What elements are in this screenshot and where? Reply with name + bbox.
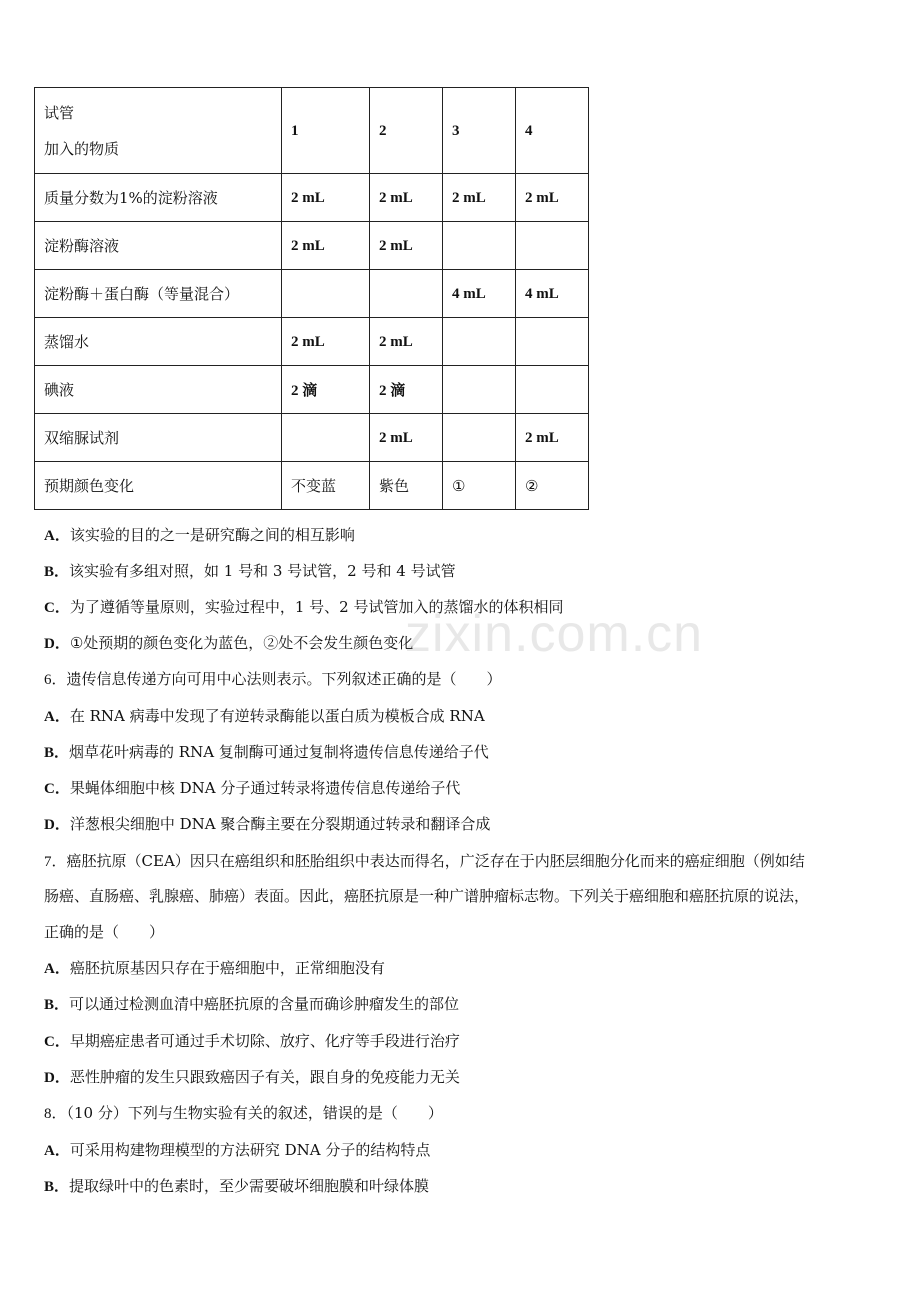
table-cell <box>282 270 370 318</box>
q7-stem-line2: 肠癌、直肠癌、乳腺癌、肺癌）表面。因此，癌胚抗原是一种广谱肿瘤标志物。下列关于癌细胞和癌胚抗原的说法， <box>44 887 810 905</box>
q6-stem: 6．遗传信息传递方向可用中心法则表示。下列叙述正确的是（ ） <box>44 670 502 688</box>
table-row <box>35 270 589 318</box>
header-label-line1: 试管 <box>44 103 75 122</box>
header-col-3: 3 <box>443 88 516 174</box>
q8-option-b: B．提取绿叶中的色素时，至少需要破坏细胞膜和叶绿体膜 <box>44 1177 430 1195</box>
q8-stem: 8．（10 分）下列与生物实验有关的叙述，错误的是（ ） <box>44 1104 443 1122</box>
table-row <box>35 318 589 366</box>
table-cell: 2 mL <box>516 174 589 222</box>
table-cell <box>282 414 370 462</box>
row-label: 淀粉酶溶液 <box>35 222 282 270</box>
table-cell: 2 mL <box>282 174 370 222</box>
table-cell: 2 mL <box>370 318 443 366</box>
experiment-table <box>34 87 589 510</box>
header-col-4: 4 <box>516 88 589 174</box>
header-label-line2: 加入的物质 <box>44 139 120 158</box>
table-cell <box>443 318 516 366</box>
q5-option-a: A．该实验的目的之一是研究酶之间的相互影响 <box>44 526 355 544</box>
table-cell: 2 滴 <box>282 366 370 414</box>
row-label: 碘液 <box>35 366 282 414</box>
table-cell: 4 mL <box>443 270 516 318</box>
q6-option-c: C．果蝇体细胞中核 DNA 分子通过转录将遗传信息传递给子代 <box>44 779 461 797</box>
q8-option-a: A．可采用构建物理模型的方法研究 DNA 分子的结构特点 <box>44 1141 431 1159</box>
table-cell: 2 mL <box>516 414 589 462</box>
row-label: 质量分数为1%的淀粉溶液 <box>35 174 282 222</box>
row-label: 蒸馏水 <box>35 318 282 366</box>
table-cell: ② <box>516 462 589 510</box>
q7-option-a: A．癌胚抗原基因只存在于癌细胞中，正常细胞没有 <box>44 959 385 977</box>
table-cell <box>516 318 589 366</box>
q7-option-b: B．可以通过检测血清中癌胚抗原的含量而确诊肿瘤发生的部位 <box>44 995 460 1013</box>
table-row <box>35 414 589 462</box>
table-row <box>35 174 589 222</box>
q7-stem-line1: 7．癌胚抗原（CEA）因只在癌组织和胚胎组织中表达而得名，广泛存在于内胚层细胞分化而来的癌症细胞（例如结 <box>44 852 805 870</box>
table-cell: 2 mL <box>282 318 370 366</box>
table-cell: 2 mL <box>443 174 516 222</box>
table-cell <box>443 414 516 462</box>
table-cell: ① <box>443 462 516 510</box>
row-label: 预期颜色变化 <box>35 462 282 510</box>
q7-option-c: C．早期癌症患者可通过手术切除、放疗、化疗等手段进行治疗 <box>44 1032 460 1050</box>
table-cell <box>370 270 443 318</box>
table-cell: 2 mL <box>370 414 443 462</box>
table-cell: 2 mL <box>282 222 370 270</box>
row-label: 双缩脲试剂 <box>35 414 282 462</box>
table-cell: 不变蓝 <box>282 462 370 510</box>
table-cell <box>443 222 516 270</box>
table-cell: 2 mL <box>370 174 443 222</box>
table-cell <box>443 366 516 414</box>
table-cell: 2 mL <box>370 222 443 270</box>
header-col-1: 1 <box>282 88 370 174</box>
table-cell: 紫色 <box>370 462 443 510</box>
table-cell: 2 滴 <box>370 366 443 414</box>
table-cell: 4 mL <box>516 270 589 318</box>
header-col-2: 2 <box>370 88 443 174</box>
header-label-cell <box>35 88 282 174</box>
table-row <box>35 462 589 510</box>
table-cell <box>516 366 589 414</box>
row-label: 淀粉酶＋蛋白酶（等量混合） <box>35 270 282 318</box>
table-cell <box>516 222 589 270</box>
q7-stem-line3: 正确的是（ ） <box>44 923 165 941</box>
q5-option-b: B．该实验有多组对照，如 1 号和 3 号试管，2 号和 4 号试管 <box>44 562 456 580</box>
q5-option-d: D．①处预期的颜色变化为蓝色，②处不会发生颜色变化 <box>44 634 414 652</box>
watermark: zixin.com.cn <box>405 605 704 663</box>
table-header-row <box>35 88 589 174</box>
q6-option-a: A．在 RNA 病毒中发现了有逆转录酶能以蛋白质为模板合成 RNA <box>44 707 485 725</box>
q5-option-c: C．为了遵循等量原则，实验过程中，1 号、2 号试管加入的蒸馏水的体积相同 <box>44 598 564 616</box>
table-row <box>35 366 589 414</box>
q6-option-b: B．烟草花叶病毒的 RNA 复制酶可通过复制将遗传信息传递给子代 <box>44 743 489 761</box>
q6-option-d: D．洋葱根尖细胞中 DNA 聚合酶主要在分裂期通过转录和翻译合成 <box>44 815 491 833</box>
q7-option-d: D．恶性肿瘤的发生只跟致癌因子有关，跟自身的免疫能力无关 <box>44 1068 460 1086</box>
table-row <box>35 222 589 270</box>
